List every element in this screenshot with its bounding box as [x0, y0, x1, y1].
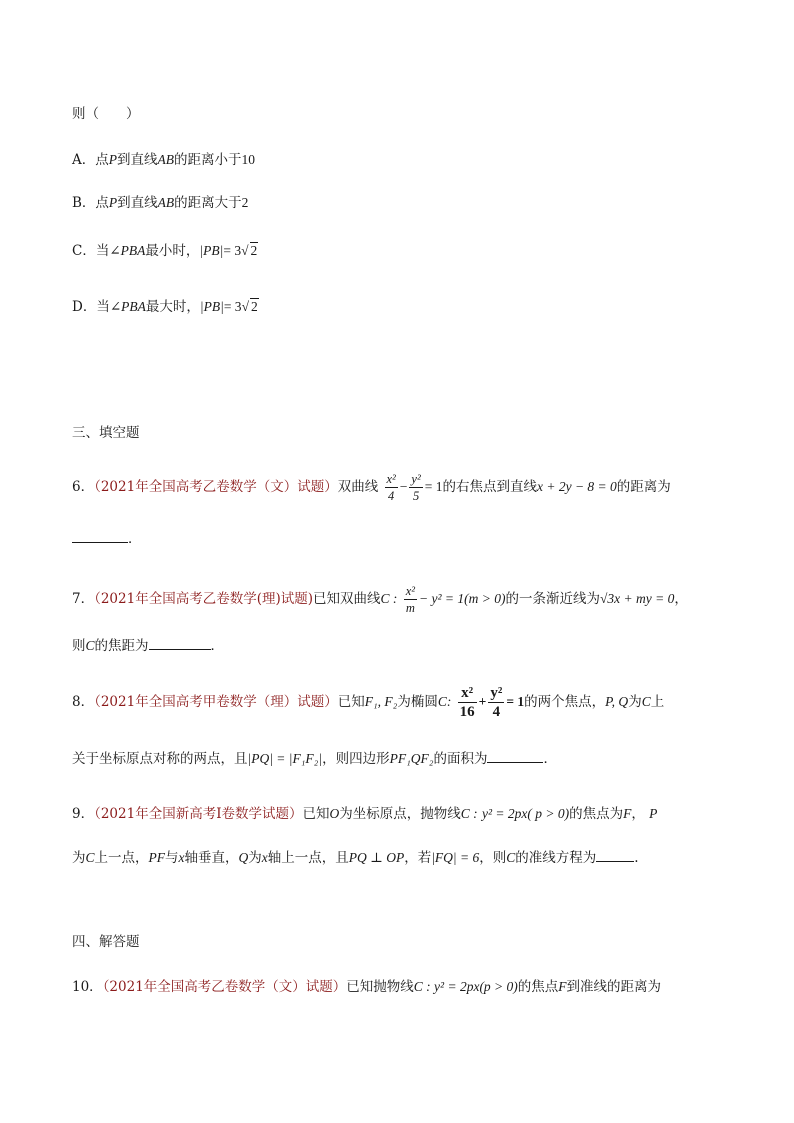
option-b: B．点P到直线AB的距离大于2 [72, 195, 249, 211]
question-7-line-2: 则C的焦距为 ． [72, 635, 224, 656]
answer-blank [596, 847, 634, 862]
option-c: C．当∠PBA最小时，|PB|= 3√ 2 [72, 243, 258, 259]
question-6-answer-line: ． [72, 528, 142, 549]
question-source: （2021年全国高考乙卷数学(理)试题) [94, 591, 314, 607]
question-6: 6．（2021年全国高考乙卷数学（文）试题）双曲线 $\frac{\text{x²}}{4}$ − $\frac{\text{y²}}{5}$ = 1的右焦点到直线x + 2y − 8 = 0的距离为 [72, 472, 671, 503]
question-source: （2021年全国高考甲卷数学（理）试题） [94, 694, 338, 710]
answer-blank [72, 528, 128, 543]
question-8: 8．（2021年全国高考甲卷数学（理）试题）已知F₁, F₂为椭圆C: $\frac{\text{x²}}{16}$ + $\frac{\text{y²}}{4}$ = 1的两个焦点，P, Q为C上 [72, 685, 665, 720]
option-d: D．当∠PBA最大时，|PB|= 3√ 2 [72, 299, 258, 315]
question-8-line-2: 关于坐标原点对称的两点，且|PQ| = |F₁F₂|，则四边形PF₁QF₂的面积为 ． [72, 748, 557, 769]
section-fill-blank-heading: 三、填空题 [72, 425, 140, 441]
question-9: 9．（2021年全国新高考Ⅰ卷数学试题）已知O为坐标原点，抛物线C : y² = 2px( p > 0)的焦点为F， P [72, 806, 658, 822]
question-source: （2021年全国新高考Ⅰ卷数学试题） [94, 806, 303, 822]
lead-text: 则（ ） [72, 106, 140, 122]
option-a: A．点P到直线AB的距离小于10 [72, 152, 255, 168]
answer-blank [487, 748, 543, 763]
answer-blank [149, 635, 211, 650]
question-source: （2021年全国高考乙卷数学（文）试题） [102, 979, 347, 995]
question-9-line-2: 为C上一点，PF与x轴垂直，Q为x轴上一点，且PQ ⊥ OP，若|FQ| = 6，则C的准线方程为 . [72, 847, 639, 868]
section-answer-heading: 四、解答题 [72, 934, 140, 950]
question-source: （2021年全国高考乙卷数学（文）试题） [94, 479, 338, 495]
question-7: 7．（2021年全国高考乙卷数学(理)试题)已知双曲线C : $\frac{\text{x²}}{m}$ − y² = 1(m > 0)的一条渐近线为√3x + my = 0， [72, 584, 688, 615]
question-10: 10．（2021年全国高考乙卷数学（文）试题）已知抛物线C : y² = 2px(p > 0)的焦点F到准线的距离为 [72, 979, 662, 995]
